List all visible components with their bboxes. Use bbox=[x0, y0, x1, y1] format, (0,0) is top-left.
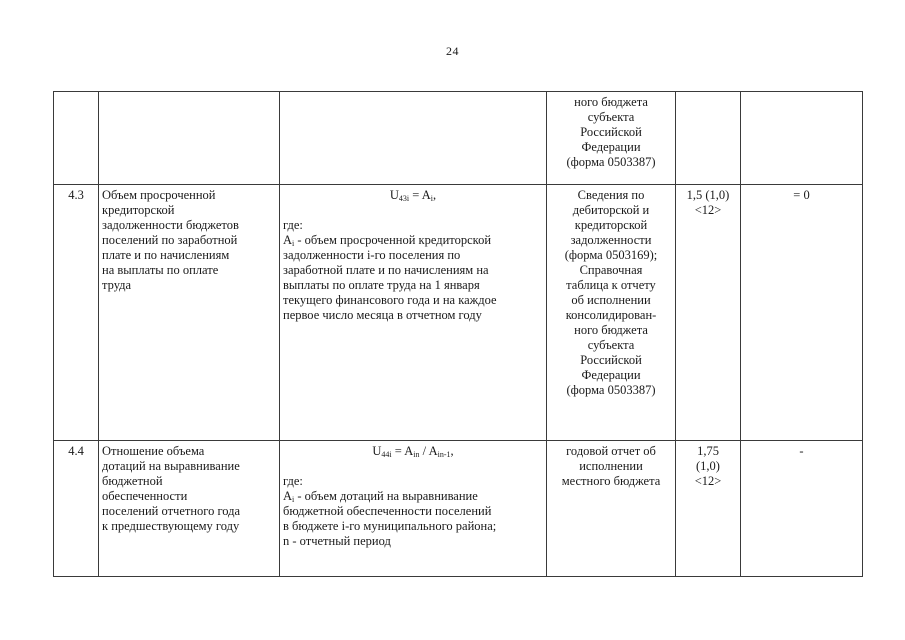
row-number bbox=[54, 92, 99, 185]
formula-description-line: n - отчетный период bbox=[283, 534, 391, 548]
target-value: = 0 bbox=[741, 185, 863, 441]
indicator-formula bbox=[280, 185, 547, 441]
source-line: исполнении bbox=[579, 459, 643, 473]
indicator-table bbox=[53, 91, 863, 577]
source-line: субъекта bbox=[587, 110, 635, 124]
name-line: поселений отчетного года bbox=[102, 504, 241, 518]
name-line: труда bbox=[102, 278, 132, 292]
indicator-name bbox=[99, 441, 280, 577]
source-line: Справочная bbox=[579, 263, 643, 277]
weight-cell bbox=[676, 441, 741, 577]
row-number: 4.3 bbox=[54, 185, 99, 441]
formula-description-line: задолженности i-го поселения по bbox=[283, 248, 461, 262]
formula-description: $A_i$ - объем просроченной кредиторской bbox=[283, 233, 492, 248]
formula-description-line: в бюджете i-го муниципального района; bbox=[283, 519, 497, 533]
weight-line: (1,0) bbox=[696, 459, 720, 473]
name-line: Объем просроченной bbox=[102, 188, 216, 202]
source-line: дебиторской и bbox=[572, 203, 650, 217]
source-line: (форма 0503387) bbox=[566, 155, 656, 169]
source-line: консолидирован- bbox=[565, 308, 657, 322]
weight-line: <12> bbox=[694, 203, 722, 217]
source-line: Сведения по bbox=[577, 188, 645, 202]
data-source bbox=[547, 185, 676, 441]
name-line: кредиторской bbox=[102, 203, 175, 217]
source-line: местного бюджета bbox=[561, 474, 661, 488]
name-line: плате и по начислениям bbox=[102, 248, 230, 262]
source-line: задолженности bbox=[570, 233, 652, 247]
table-row bbox=[54, 185, 863, 441]
source-line: Российской bbox=[580, 125, 642, 139]
source-line: об исполнении bbox=[571, 293, 651, 307]
indicator-formula bbox=[280, 441, 547, 577]
source-line: ного бюджета bbox=[574, 95, 648, 109]
name-line: задолженности бюджетов bbox=[102, 218, 239, 232]
weight-line: 1,75 bbox=[697, 444, 719, 458]
formula-description-line: выплаты по оплате труда на 1 января bbox=[283, 278, 480, 292]
weight-line: <12> bbox=[694, 474, 722, 488]
row-number: 4.4 bbox=[54, 441, 99, 577]
name-line: бюджетной bbox=[102, 474, 163, 488]
indicator-name bbox=[99, 185, 280, 441]
formula-where: где: bbox=[283, 218, 303, 232]
indicator-name bbox=[99, 92, 280, 185]
formula-expression: $U_{44i} = A_{in} / A_{in-1}$, bbox=[372, 444, 454, 459]
source-line: кредиторской bbox=[574, 218, 648, 232]
formula-description: $A_i$ - объем дотаций на выравнивание bbox=[283, 489, 478, 504]
name-line: дотаций на выравнивание bbox=[102, 459, 240, 473]
name-line: на выплаты по оплате bbox=[102, 263, 219, 277]
data-source bbox=[547, 441, 676, 577]
formula-where: где: bbox=[283, 474, 303, 488]
name-line: поселений по заработной bbox=[102, 233, 238, 247]
target-value bbox=[741, 92, 863, 185]
weight-cell bbox=[676, 185, 741, 441]
source-line: (форма 0503169); bbox=[564, 248, 658, 262]
source-line: таблица к отчету bbox=[566, 278, 656, 292]
source-line: субъекта bbox=[587, 338, 635, 352]
formula-description-line: бюджетной обеспеченности поселений bbox=[283, 504, 492, 518]
name-line: обеспеченности bbox=[102, 489, 188, 503]
weight-cell bbox=[676, 92, 741, 185]
weight-line: 1,5 (1,0) bbox=[686, 188, 730, 202]
source-line: ного бюджета bbox=[574, 323, 648, 337]
formula-description-line: текущего финансового года и на каждое bbox=[283, 293, 497, 307]
table-row bbox=[54, 92, 863, 185]
target-value: - bbox=[741, 441, 863, 577]
indicator-formula bbox=[280, 92, 547, 185]
formula-description-line: заработной плате и по начислениям на bbox=[283, 263, 489, 277]
page-number: 24 bbox=[446, 44, 459, 58]
source-line: Федерации bbox=[581, 140, 641, 154]
formula-description-line: первое число месяца в отчетном году bbox=[283, 308, 482, 322]
formula-expression: $U_{43i} = A_i$, bbox=[389, 188, 437, 203]
source-line: (форма 0503387) bbox=[566, 383, 656, 397]
source-line: годовой отчет об bbox=[566, 444, 656, 458]
name-line: Отношение объема bbox=[102, 444, 205, 458]
table-row bbox=[54, 441, 863, 577]
source-line: Федерации bbox=[581, 368, 641, 382]
data-source bbox=[547, 92, 676, 185]
source-line: Российской bbox=[580, 353, 642, 367]
name-line: к предшествующему году bbox=[102, 519, 240, 533]
